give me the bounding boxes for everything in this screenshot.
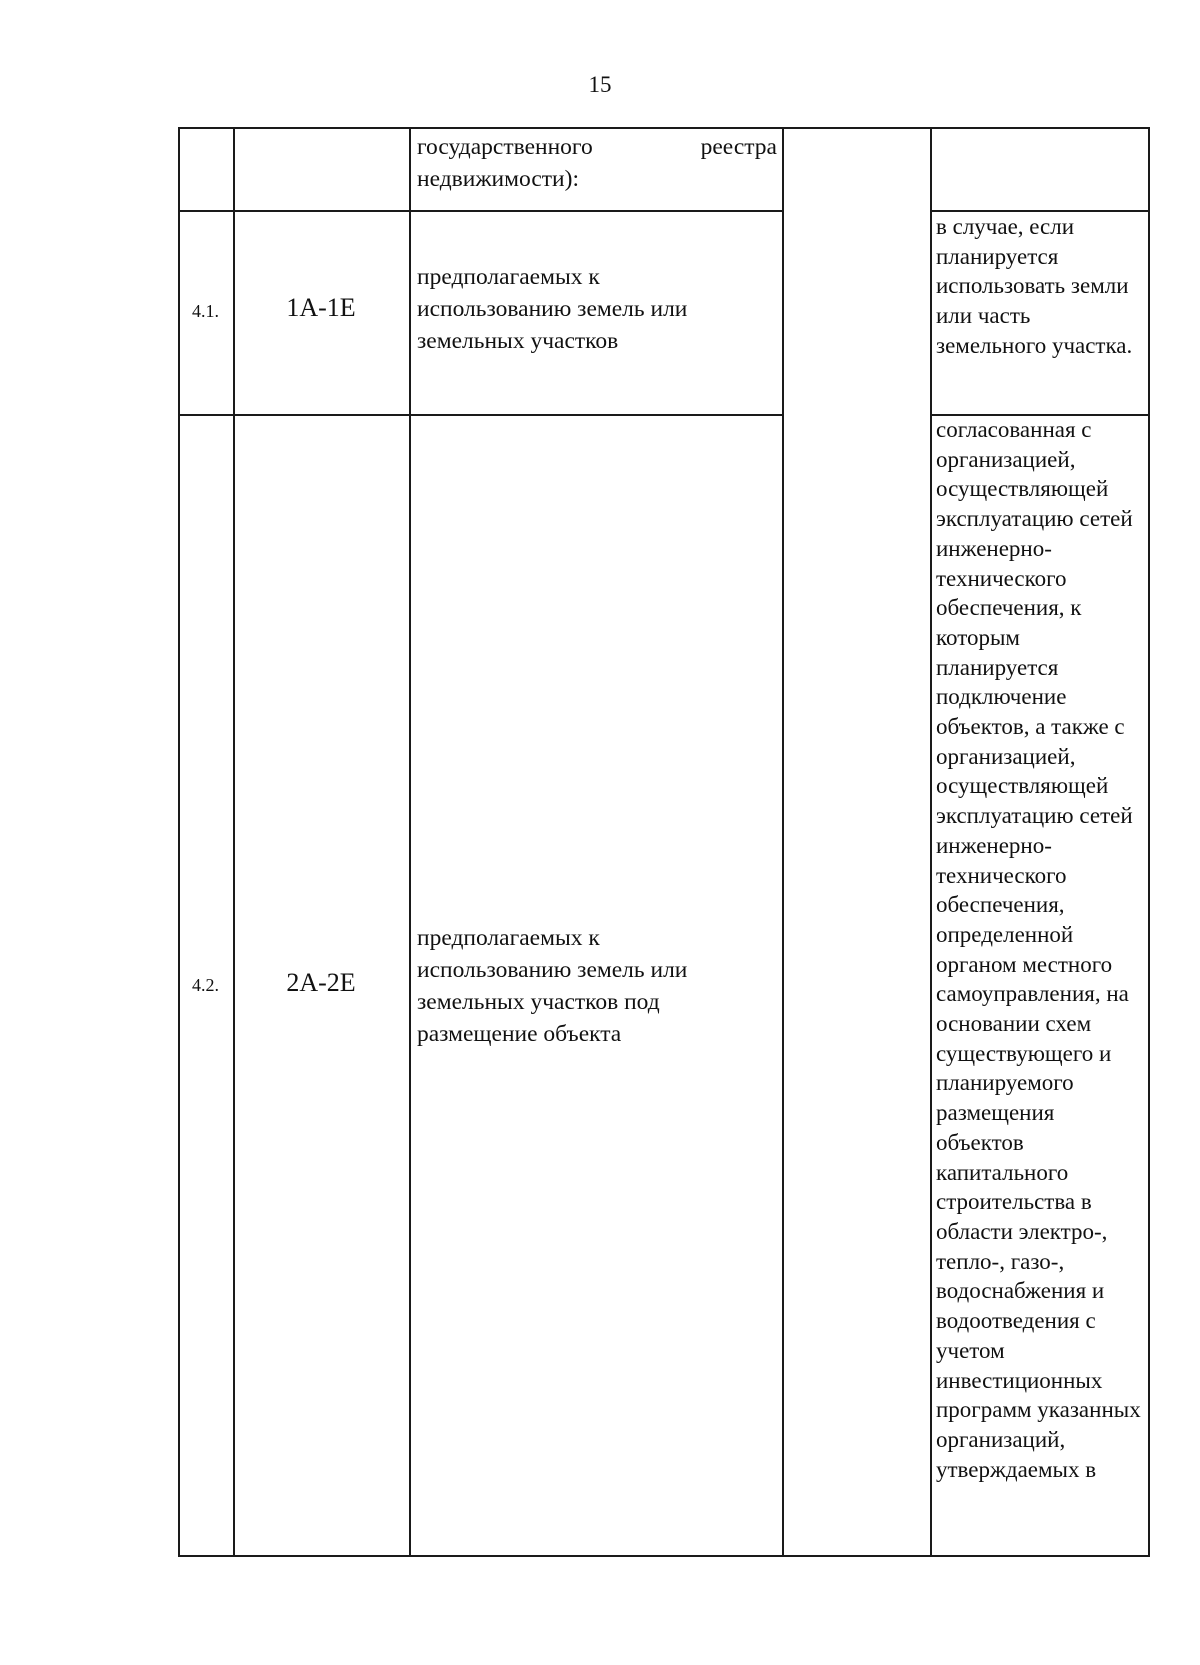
description-cell: предполагаемых к использованию земель или земельных участков [417,264,688,354]
row-code: 1А-1Е [286,293,356,322]
note-cell: согласованная с организацией, осуществляющей эксплуатацию сетей инженерно-технического обеспечения, к которым планируется подключение объектов, а также с организацией, осуществляющей эксплуатацию сетей инженерно-технического обеспечения, определенной органом местного самоуправления, на основании схем существующего и планируемого размещения объектов капитального строительства в области электро-, тепло-, газо-, водоснабжения и водоотведения с учетом инвестиционных программ указанных организаций, утверждаемых в [936,417,1141,1482]
page-number: 15 [588,72,612,97]
column-divider [782,127,784,1557]
column-divider [233,127,235,1557]
row-number: 4.2. [192,975,219,995]
table-left-border [178,127,180,1557]
note-cell: в случае, если планируется использовать земли или часть земельного участка. [936,214,1133,358]
column-divider [409,127,411,1557]
row-code: 2А-2Е [286,968,356,997]
row-number: 4.1. [192,301,219,321]
description-cell [417,131,777,195]
description-text: реестра [700,134,777,160]
row-divider [178,414,783,416]
table-bottom-border [178,1555,1150,1557]
table-top-border [178,127,1150,129]
description-text: государственного [417,134,593,160]
description-line-justified [417,131,777,163]
description-cell: предполагаемых к использованию земель или земельных участков под размещение объекта [417,925,688,1047]
description-text: недвижимости): [417,166,579,192]
table-right-border [1148,127,1150,1557]
column-divider [930,127,932,1557]
row-divider [178,210,783,212]
